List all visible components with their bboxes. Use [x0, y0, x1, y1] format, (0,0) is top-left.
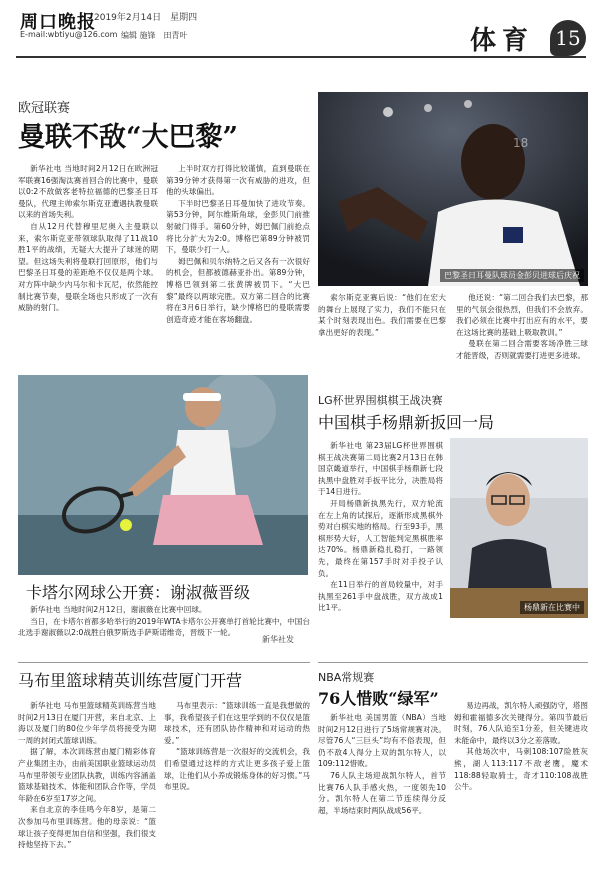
- article3-photo-caption: 杨鼎新在比赛中: [520, 601, 584, 614]
- article1-para: 他还说：“第二回合我们去巴黎，那里的气氛会很热烈，但我们不会放弃。我们必须在比赛中打出应有的水平，要在这场比赛的基础上吸取教训。”: [456, 293, 588, 337]
- article1-para: 下半时巴黎圣日耳曼加快了进攻节奏。第53分钟，阿尔维斯角球，金彭贝门前推射破门得手。第60分钟，姆巴佩门前抢点将比分扩大为2:0。博格巴第89分钟被罚下，曼联少打一人。: [166, 198, 310, 255]
- football-celebration-photo: [318, 92, 588, 286]
- section-divider: [18, 662, 310, 663]
- article1-kicker: 欧冠联赛: [18, 101, 71, 116]
- article1-para: 曼联在第二回合需要客场净胜三球才能晋级，否则就需要打进更多进球。: [456, 339, 588, 360]
- issue-date: 2019年2月14日 星期四: [94, 13, 198, 23]
- article3-para: 开局杨鼎新执黑先行，双方轮流在左上角的试探后，逐渐形成黑棋外势对白棋实地的格局。行至93手，黑棋形势大好，人工智能判定黑棋胜率达70%。杨鼎新稳扎稳打，一路领先，最终在第157手时对手投子认负。: [318, 498, 443, 578]
- contact-email: E-mail:wbtiyu@126.com: [20, 30, 118, 39]
- article4-headline: 马布里篮球精英训练营厦门开营: [18, 671, 243, 690]
- go-photo-illustration: [450, 438, 588, 618]
- article1-headline: 曼联不敌“大巴黎”: [18, 122, 239, 153]
- svg-text:18: 18: [513, 136, 529, 150]
- article2-headline: 卡塔尔网球公开赛：谢淑薇晋级: [26, 583, 251, 602]
- article5-kicker: NBA常规赛: [318, 671, 375, 684]
- section-divider: [318, 662, 588, 663]
- article1-col4: [456, 292, 588, 362]
- article4-para: 据了解，本次训练营由厦门精彩体育产业集团主办，由前美国职业篮球运动员马布里带领专业团队执教，训练内容涵盖篮球基础技术、体能和团队合作等，学员年龄在6岁至17岁之间。: [18, 747, 156, 803]
- article5-col1: [318, 712, 446, 885]
- article3-para: 在11日举行的首局较量中，对手执黑至261手中盘战胜，双方战成1比1平。: [318, 580, 443, 613]
- editor-credit: 编辑 施锋 田青叶: [121, 31, 188, 40]
- article3-body: [318, 440, 443, 640]
- article4-col1: [18, 700, 156, 885]
- go-player-photo: [450, 438, 588, 618]
- article5-para: 其他场次中，马刺108:107险胜灰熊，湖人113:117不敌老鹰，魔术118:88轻取骑士，奇才110:108战胜公牛。: [454, 747, 588, 792]
- article4-col2: [164, 700, 310, 885]
- article1-para: 新华社电 当地时间2月12日在欧洲冠军联赛16强淘汰赛首回合的比赛中，曼联以0:2不敌做客老特拉福德的巴黎圣日耳曼队，代理主帅索尔斯克亚遭遇执教曼联以来的首场失利。: [18, 164, 158, 220]
- article1-col1: [18, 163, 158, 363]
- article5-headline: 76人惜败“绿军”: [318, 689, 439, 708]
- article1-col3: [318, 292, 446, 362]
- article4-para: “篮球训练营是一次很好的交流机会，我们希望通过这样的方式让更多孩子爱上篮球，让他们从小养成锻炼身体的好习惯。”马布里说。: [164, 747, 310, 792]
- article1-para: 上半时双方打得比较谨慎，直到曼联在第39分钟才获得第一次有威胁的进攻，但他的头球偏出。: [166, 164, 310, 197]
- article2-credit: 新华社发: [262, 635, 294, 644]
- article1-col2: [166, 163, 310, 363]
- tennis-player-photo: [18, 375, 308, 575]
- article5-para: 新华社电 美国男篮（NBA）当地时间2月12日进行了5场常规赛对决。尽管76人“三巨头”均有不俗表现，但仍不敌4人得分上双的凯尔特人，以109:112惜败。: [318, 713, 446, 769]
- article4-para: 马布里表示：“篮球训练一直是我想做的事，我希望孩子们在这里学到的不仅仅是篮球技术，还有团队协作精神和对运动的热爱。”: [164, 701, 310, 745]
- article4-para: 来自北京的李佳鸣今年8岁，是第二次参加马布里训练营。他的母亲说：“篮球让孩子变得更加自信和坚强，我们很支持他坚持下去。”: [18, 805, 156, 850]
- top-divider: [16, 56, 586, 58]
- article3-kicker: LG杯世界围棋棋王战决赛: [318, 394, 443, 407]
- article5-para: 易边再战，凯尔特人顽强防守，塔图姆和霍福德多次关键得分。第四节最后时刻，76人队追至1分差，但关键进攻未能命中，最终以3分之差落败。: [454, 701, 588, 745]
- article2-para: 新华社电 当地时间2月12日，谢淑薇在比赛中回球。: [30, 605, 207, 614]
- article5-col2: [454, 700, 588, 885]
- football-photo-illustration: [318, 92, 588, 286]
- newspaper-logo: 周口晚报: [20, 12, 96, 33]
- tennis-photo-illustration: [18, 375, 308, 575]
- article3-para: 新华社电 第23届LG杯世界围棋棋王战决赛第二局比赛2月13日在韩国京畿道举行，中国棋手杨鼎新七段执黑中盘胜对手扳平比分，决胜局将于14日进行。: [318, 441, 443, 497]
- article1-para: 自从12月代替穆里尼奥入主曼联以来，索尔斯克亚带领球队取得了11战10胜1平的战绩，无疑大大提升了球迷的期望。但这场失利将曼联打回原形，他们与巴黎圣日耳曼的差距绝不仅仅是两个球。对方阵中缺少内马尔和卡瓦尼，依然能控制比赛节奏，曼联全场也只形成了一次有威胁的射门。: [18, 221, 158, 313]
- article1-para: 索尔斯克亚赛后说：“他们在宏大的舞台上展现了实力，我们不能只在某个时刻表现出色。我们需要在巴黎拿出更好的表现。”: [318, 293, 446, 337]
- article1-photo-caption: 巴黎圣日耳曼队球员金彭贝进球后庆祝: [440, 269, 584, 282]
- page-number: 15: [555, 26, 581, 50]
- section-title: 体育: [470, 26, 535, 56]
- article5-para: 76人队主场迎战凯尔特人，首节比赛76人队手感火热，一度领先10分。凯尔特人在第二节连续得分反超，半场结束时两队战成56平。: [318, 770, 446, 815]
- article3-headline: 中国棋手杨鼎新扳回一局: [318, 413, 495, 432]
- article4-para: 新华社电 马布里篮球精英训练营当地时间2月13日在厦门开营，来自北京、上海以及厦门的80位少年学员将接受为期一周的封闭式篮球训练。: [18, 701, 156, 745]
- article2-para: 当日，在卡塔尔首都多哈举行的2019年WTA卡塔尔公开赛单打首轮比赛中，中国台北选手谢淑薇以2:0战胜白俄罗斯选手萨斯诺维奇，晋级下一轮。: [18, 616, 310, 638]
- article1-para: 姆巴佩和贝尔纳特之后又各有一次很好的机会，但都被德赫亚扑出。第89分钟，博格巴领到第二张黄牌被罚下。“大巴黎”最终以两球完胜。双方第二回合的比赛将在3月6日举行，缺少博格巴的曼联需要创造奇迹才能在客场翻盘。: [166, 256, 310, 324]
- page-number-badge: [550, 20, 586, 56]
